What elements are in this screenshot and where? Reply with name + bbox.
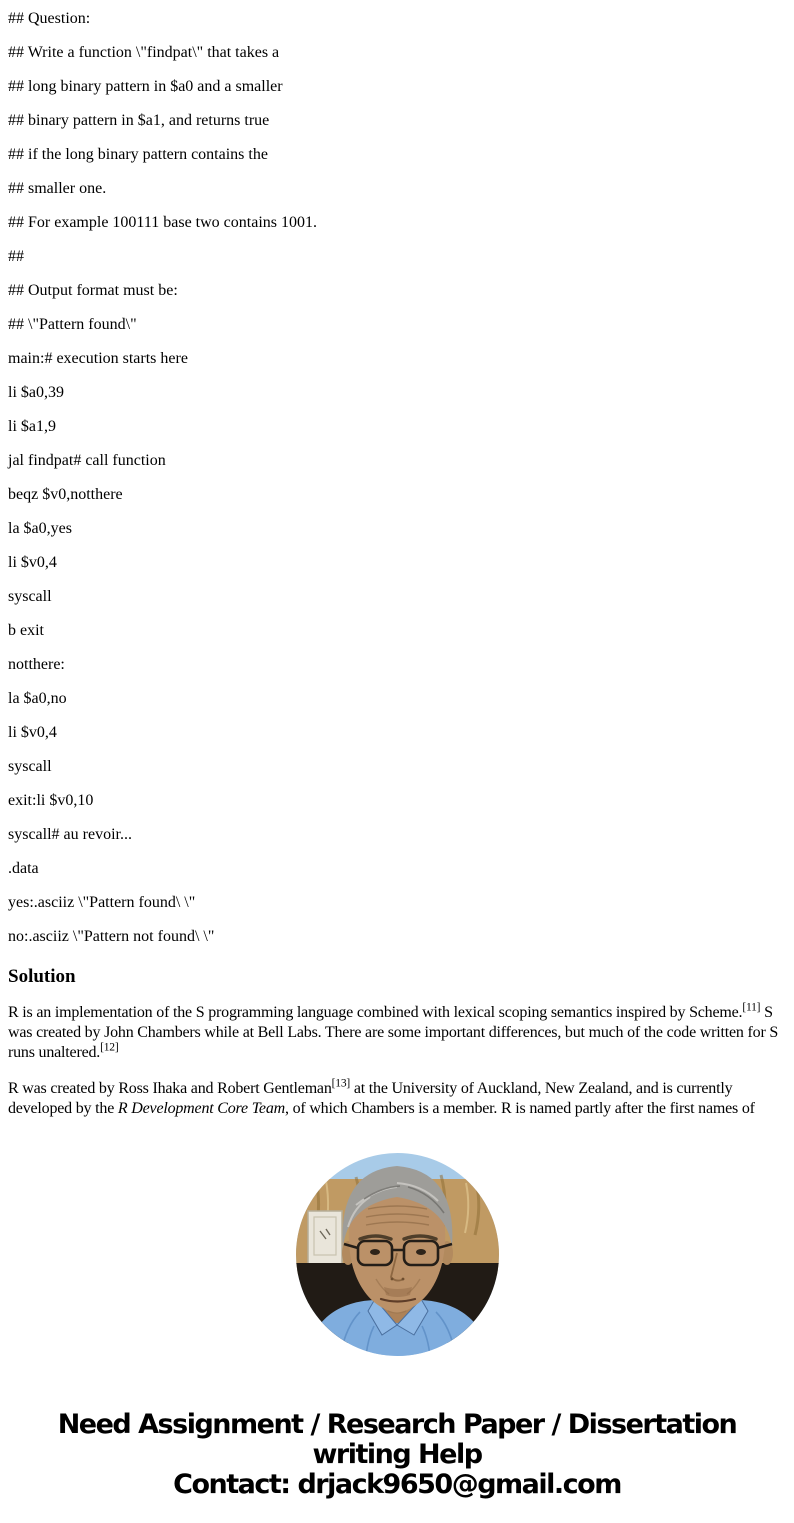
code-line: ## Output format must be: — [8, 282, 178, 299]
code-line: la $a0,yes — [8, 520, 72, 537]
code-line: li $v0,4 — [8, 724, 57, 741]
code-line: syscall — [8, 588, 52, 605]
question-code-block — [8, 8, 786, 947]
code-line: syscall# au revoir... — [8, 826, 132, 843]
code-line: ## — [8, 248, 24, 265]
code-line: ## For example 100111 base two contains 1001. — [8, 214, 317, 231]
code-line: .data — [8, 860, 39, 877]
text-run: at the University of Auckland, New Zealand, and is currently developed by the — [8, 1080, 733, 1117]
code-line: exit:li $v0,10 — [8, 792, 94, 809]
text-run: S was created by John Chambers while at Bell Labs. There are some important differences, but much of the code written for S runs unaltered. — [8, 1004, 779, 1061]
citation-sup: [12] — [100, 1041, 119, 1054]
code-line: ## Write a function \"findpat\" that takes a — [8, 44, 280, 61]
document-page — [8, 8, 786, 1500]
code-line: li $a1,9 — [8, 418, 56, 435]
code-line: syscall — [8, 758, 52, 775]
solution-heading: Solution — [8, 966, 76, 987]
r-core-team-emphasis: R Development Core Team — [117, 1100, 285, 1117]
code-line: notthere: — [8, 656, 65, 673]
text-run: R is an implementation of the S programming language combined with lexical scoping semantics inspired by Scheme. — [8, 1004, 743, 1021]
profile-photo — [296, 1153, 499, 1356]
text-run: , of which Chambers is a member. R is named partly after the first names of — [284, 1100, 755, 1117]
code-line: b exit — [8, 622, 44, 639]
code-line: yes:.asciiz \"Pattern found\ \" — [8, 894, 196, 911]
code-line: ## \"Pattern found\" — [8, 316, 137, 333]
code-line: no:.asciiz \"Pattern not found\ \" — [8, 928, 215, 945]
text-run: R was created by Ross Ihaka and Robert Gentleman — [8, 1080, 332, 1097]
help-banner-text: Need Assignment / Research Paper / Dissertation writing Help — [57, 1409, 737, 1470]
code-line: ## binary pattern in $a1, and returns true — [8, 112, 270, 129]
code-line: li $v0,4 — [8, 554, 57, 571]
code-line: main:# execution starts here — [8, 350, 188, 367]
code-line: ## smaller one. — [8, 180, 107, 197]
portrait-section — [8, 1153, 786, 1361]
code-line: li $a0,39 — [8, 384, 64, 401]
contact-email-line: Contact: drjack9650@gmail.com — [173, 1469, 621, 1500]
code-line: ## long binary pattern in $a0 and a smaller — [8, 78, 283, 95]
code-line: beqz $v0,notthere — [8, 486, 123, 503]
code-line: la $a0,no — [8, 690, 67, 707]
solution-paragraph-1 — [8, 1003, 786, 1063]
solution-paragraph-2 — [8, 1079, 786, 1119]
code-line: ## if the long binary pattern contains the — [8, 146, 268, 163]
citation-sup: [13] — [331, 1077, 351, 1090]
citation-sup: [11] — [742, 1001, 761, 1014]
help-banner — [25, 1410, 769, 1500]
code-line: ## Question: — [8, 10, 91, 27]
code-line: jal findpat# call function — [8, 452, 166, 469]
